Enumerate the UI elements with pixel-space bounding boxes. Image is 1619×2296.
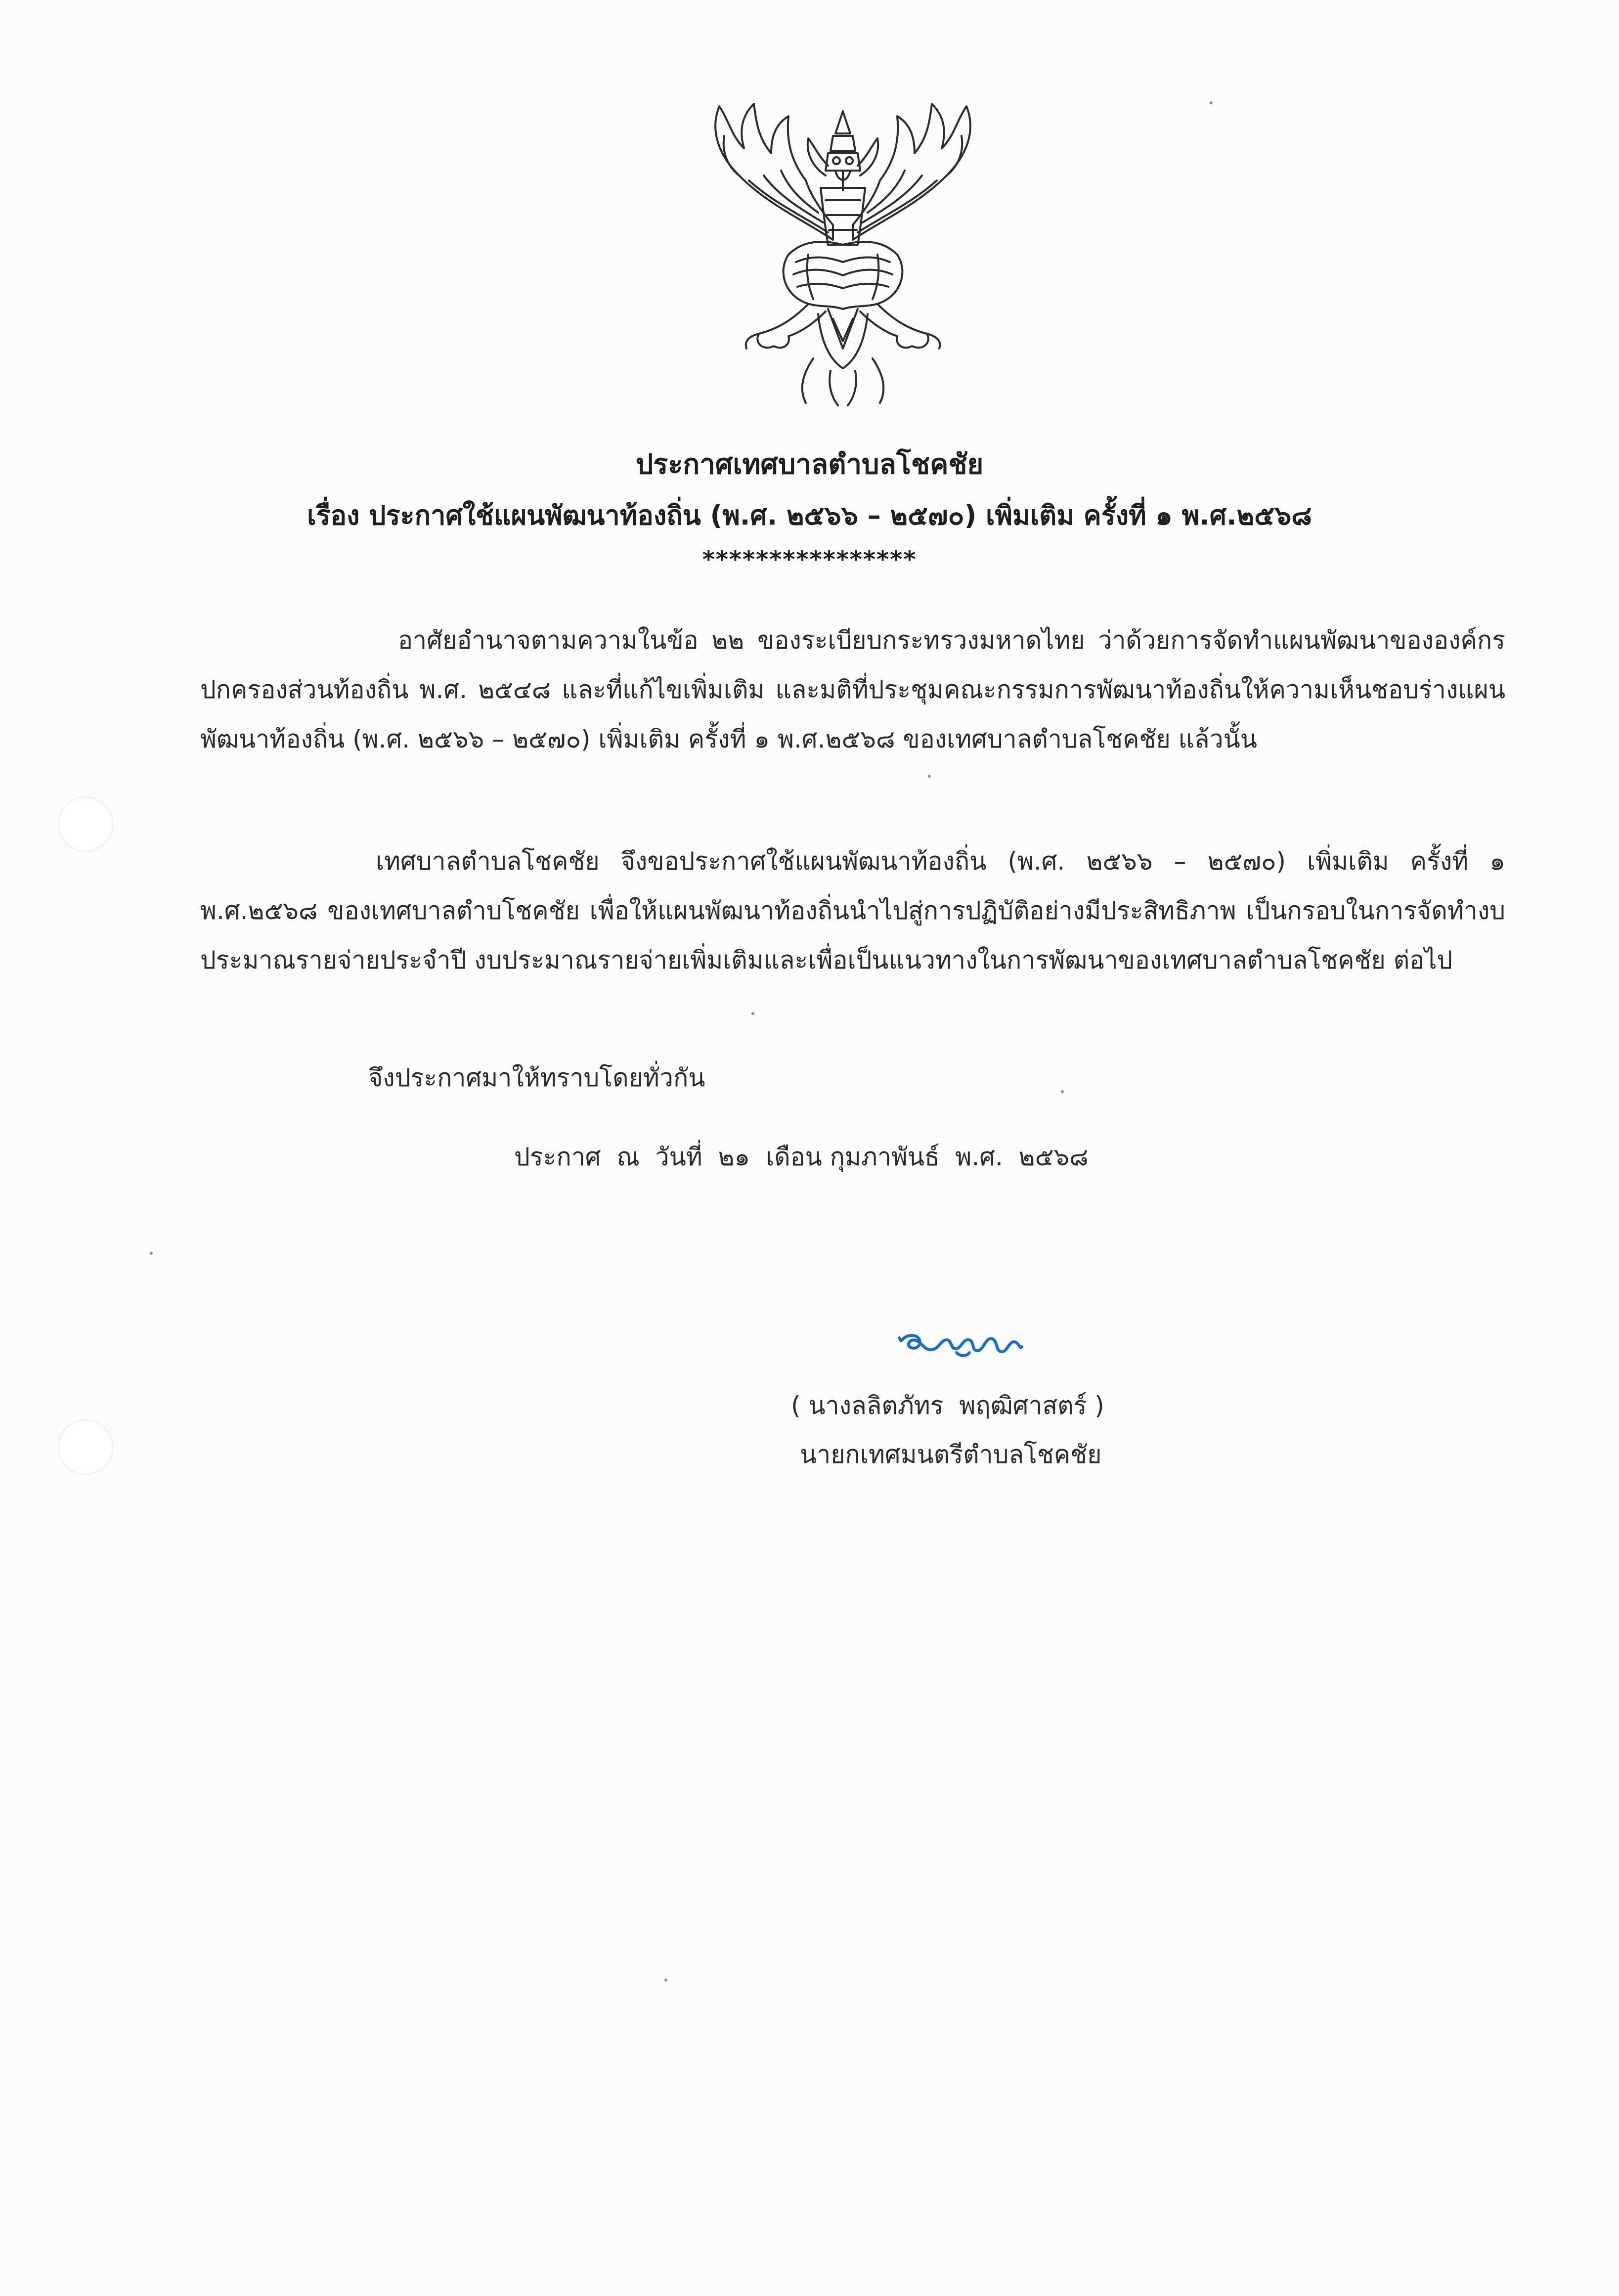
scan-speck xyxy=(1210,101,1213,104)
signatory-name: ( นางลลิตภัทร พฤฒิศาสตร์ ) xyxy=(791,1391,1104,1420)
scan-speck xyxy=(928,775,931,778)
announcement-subject: เรื่อง ประกาศใช้แผนพัฒนาท้องถิ่น (พ.ศ. ๒๕๖๖ – ๒๕๗๐) เพิ่มเติม ครั้งที่ ๑ พ.ศ.๒๕๖๘ xyxy=(307,500,1312,531)
announcement-title: ประกาศเทศบาลตำบลโชคชัย xyxy=(635,448,984,481)
handwritten-signature xyxy=(897,1325,1026,1365)
paragraph-1-text: อาศัยอำนาจตามความในข้อ ๒๒ ของระเบียบกระทรวงมหาดไทย ว่าด้วยการจัดทำแผนพัฒนาขององค์กรปกครองส่วนท้องถิ่น พ.ศ. ๒๕๔๘ และที่แก้ไขเพิ่มเติม และมติที่ประชุมคณะกรรมการพัฒนาท้องถิ่นให้ความเห็นชอบร่างแผนพัฒนาท้องถิ่น (พ.ศ. ๒๕๖๖ – ๒๕๗๐) เพิ่มเติม ครั้งที่ ๑ พ.ศ.๒๕๖๘ ของเทศบาลตำบลโชคชัย แล้วนั้น xyxy=(200,626,1505,753)
scan-speck xyxy=(664,1979,667,1982)
scan-speck xyxy=(751,1012,754,1015)
signatory-position: นายกเทศมนตรีตำบลโชคชัย xyxy=(800,1440,1102,1469)
punch-hole-bottom xyxy=(58,1420,113,1474)
garuda-emblem-icon xyxy=(685,91,1001,410)
body-paragraph-2 xyxy=(200,837,1505,985)
scan-speck xyxy=(150,1252,153,1255)
paragraph-2-text: เทศบาลตำบลโชคชัย จึงขอประกาศใช้แผนพัฒนาท้องถิ่น (พ.ศ. ๒๕๖๖ – ๒๕๗๐) เพิ่มเติม ครั้งที่ ๑ พ.ศ.๒๕๖๘ ของเทศบาลตำบโชคชัย เพื่อให้แผนพัฒนาท้องถิ่นนำไปสู่การปฏิบัติอย่างมีประสิทธิภาพ เป็นกรอบในการจัดทำงบประมาณรายจ่ายประจำปี งบประมาณรายจ่ายเพิ่มเติมและเพื่อเป็นแนวทางในการพัฒนาของเทศบาลตำบลโชคชัย ต่อไป xyxy=(200,847,1505,974)
punch-hole-top xyxy=(58,797,113,851)
closing-notice: จึงประกาศมาให้ทราบโดยทั่วกัน xyxy=(368,1063,705,1092)
body-paragraph-1 xyxy=(200,616,1505,764)
heading-separator: **************** xyxy=(702,546,917,574)
announcement-date: ประกาศ ณ วันที่ ๒๑ เดือน กุมภาพันธ์ พ.ศ. ๒๕๖๘ xyxy=(514,1143,1089,1171)
scan-speck xyxy=(1061,1090,1064,1093)
